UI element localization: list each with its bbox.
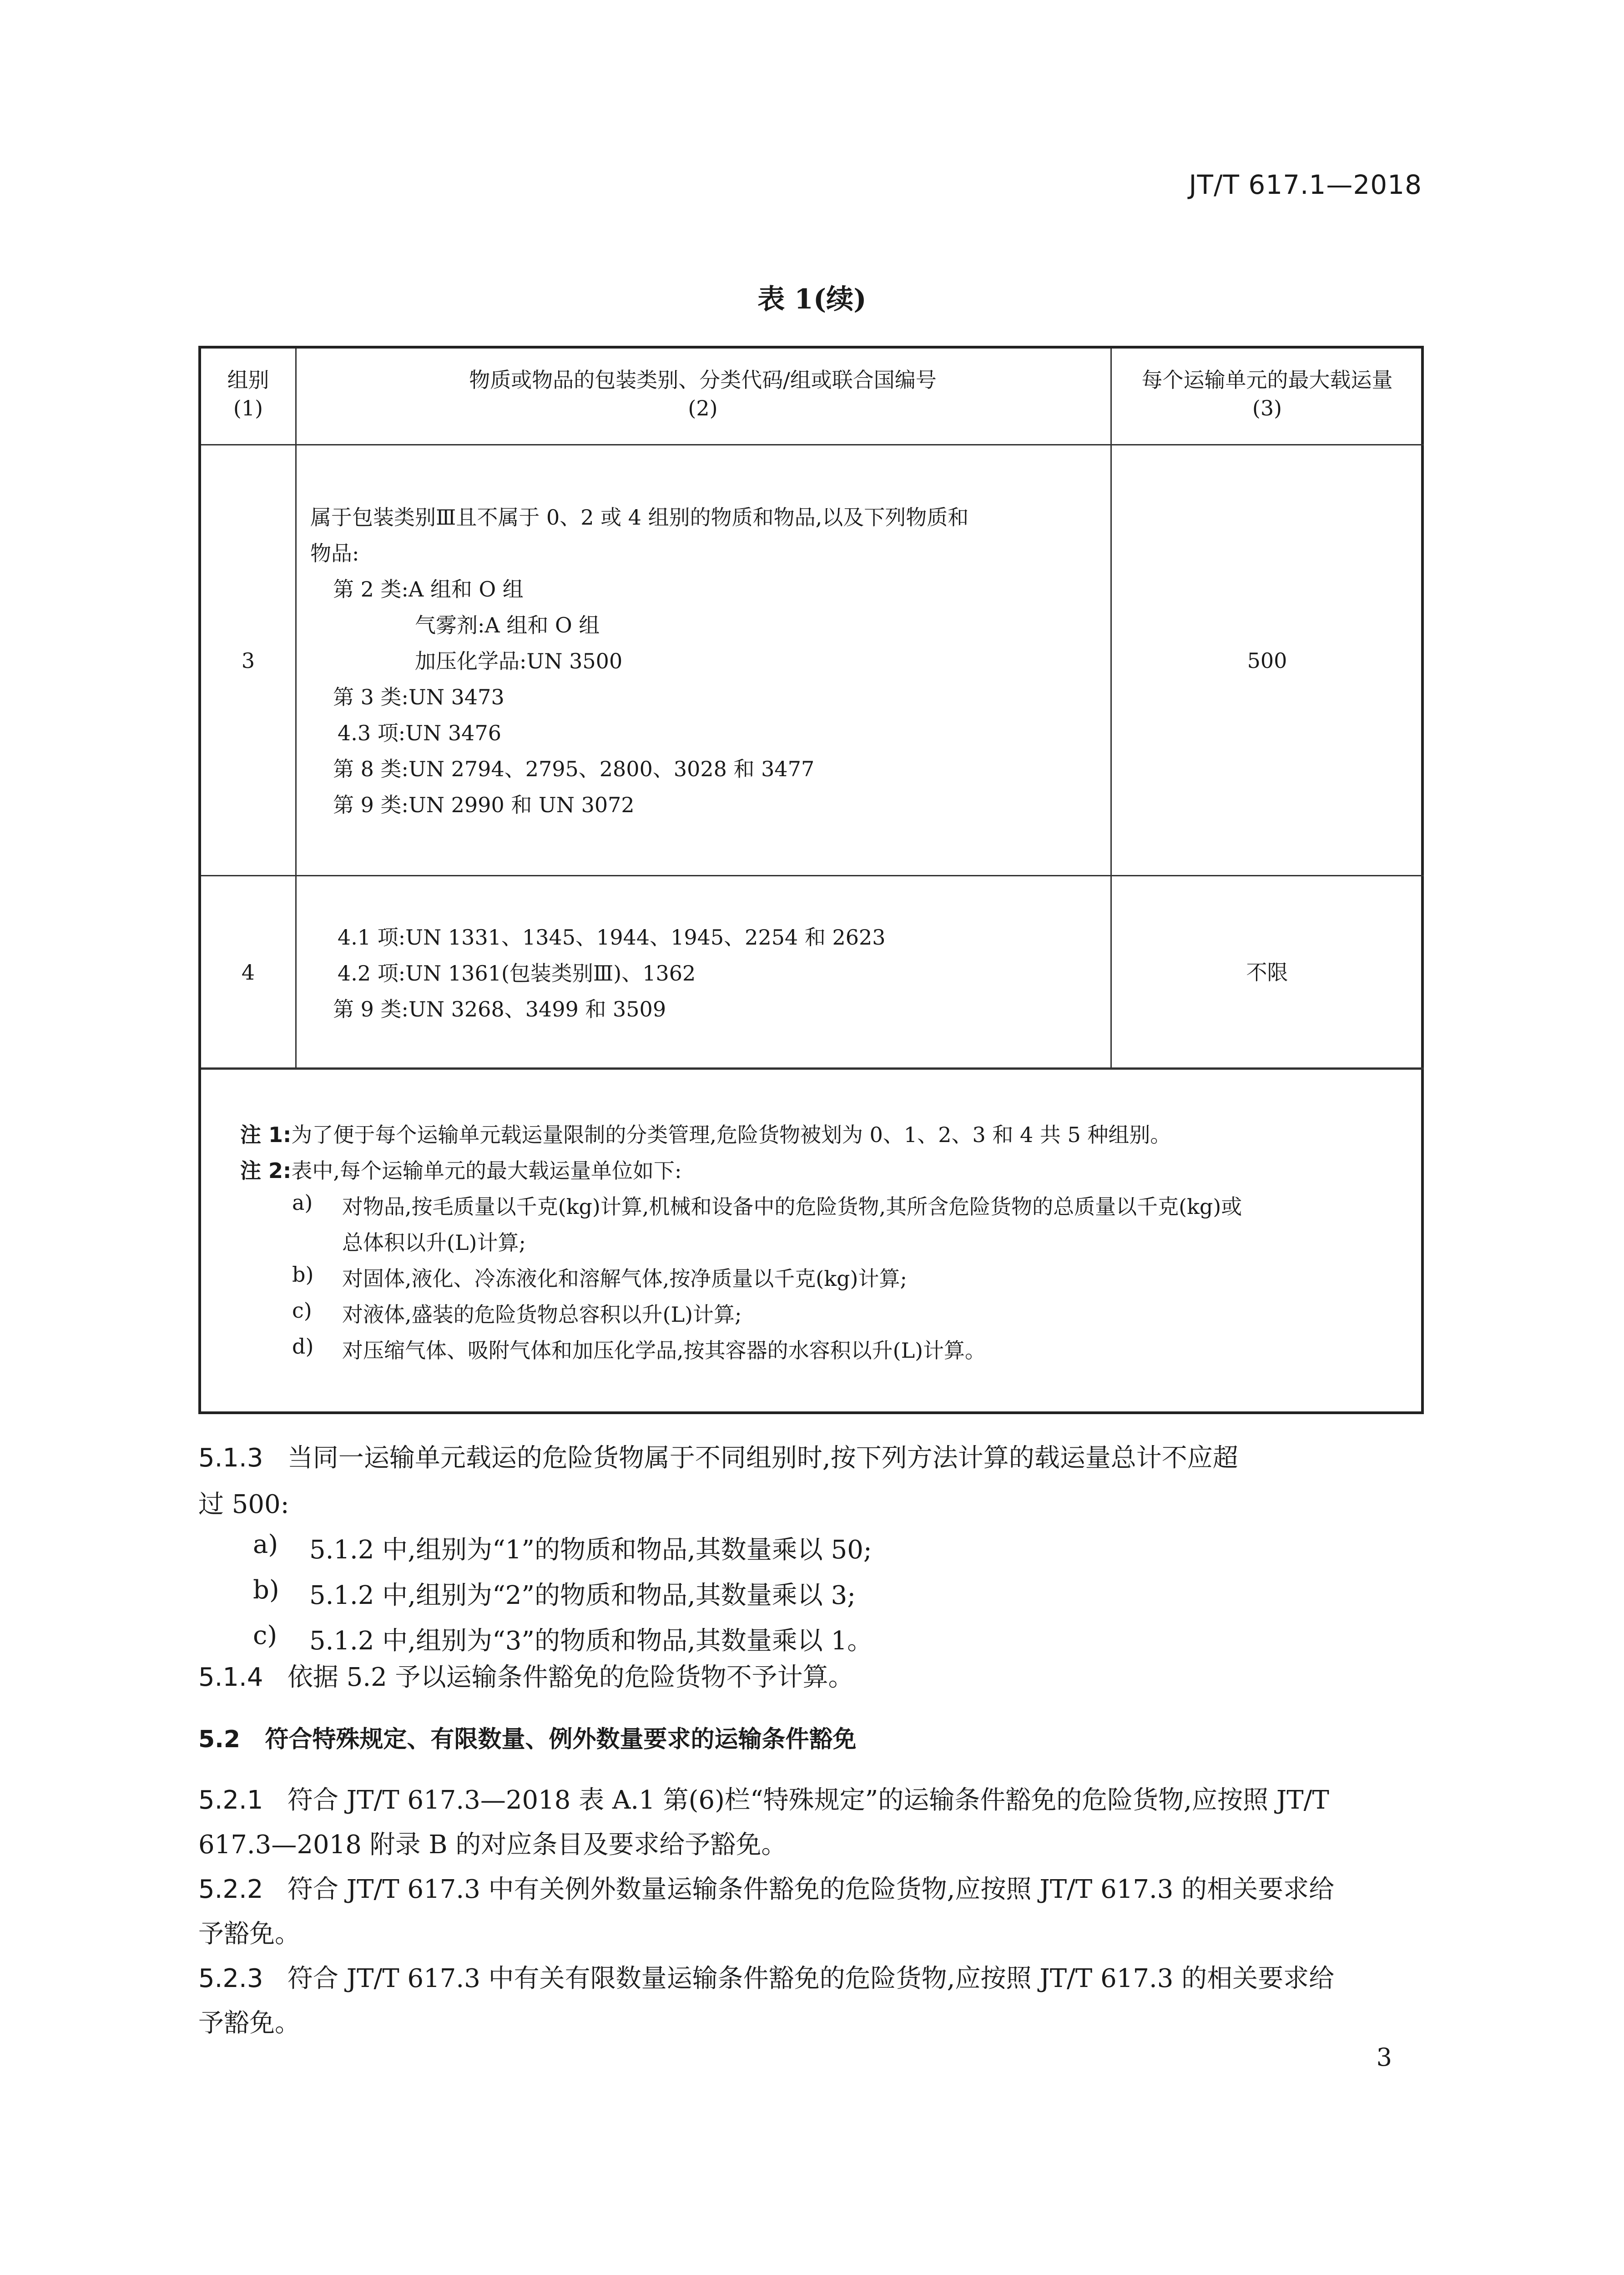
clause-text: 依据 5.2 予以运输条件豁免的危险货物不予计算。 [287,1663,854,1692]
note-1 [240,1118,1171,1148]
header-category [295,366,1110,422]
note-item-continuation: 总体积以升(L)计算; [342,1230,526,1255]
header-max-load [1110,366,1424,422]
row-group-3-line: 气雾剂:A 组和 O 组 [415,613,600,637]
note-text: 表中,每个运输单元的最大载运量单位如下: [291,1158,682,1183]
list-item: 5.1.2 中,组别为“2”的物质和物品,其数量乘以 3; [309,1581,856,1610]
header-max-load-label: 每个运输单元的最大载运量 [1141,368,1393,392]
row-group-4-line: 第 9 类:UN 3268、3499 和 3509 [333,997,666,1021]
column-divider [295,349,297,1068]
header-group-num: (1) [233,396,263,420]
clause-5-2-1 [198,1780,1329,1816]
row-group-3-max: 500 [1247,648,1287,673]
clause-5-2-1-continuation: 617.3—2018 附录 B 的对应条目及要求给予豁免。 [198,1830,787,1860]
clause-text: 符合 JT/T 617.3—2018 表 A.1 第(6)栏“特殊规定”的运输条件豁免的危险货物,应按照 JT/T [287,1785,1329,1815]
row-group-3-group: 3 [241,648,255,673]
clause-text: 当同一运输单元载运的危险货物属于不同组别时,按下列方法计算的载运量总计不应超 [287,1443,1238,1473]
row-divider [201,875,1424,876]
row-group-4-max: 不限 [1246,960,1288,985]
clause-text: 符合 JT/T 617.3 中有关有限数量运输条件豁免的危险货物,应按照 JT/T 617.3 的相关要求给 [287,1964,1335,1993]
clause-5-2-2 [198,1869,1334,1906]
list-marker: c) [253,1621,277,1650]
clause-number: 5.2.2 [198,1875,263,1904]
note-item-marker: d) [292,1334,314,1359]
note-item-marker: b) [292,1262,314,1287]
header-max-load-num: (3) [1252,396,1282,420]
list-item: 5.1.2 中,组别为“3”的物质和物品,其数量乘以 1。 [309,1626,873,1656]
row-group-3-line: 4.3 项:UN 3476 [338,721,501,745]
note-2 [240,1154,682,1184]
header-category-num: (2) [688,396,718,420]
row-group-3-line: 属于包装类别Ⅲ且不属于 0、2 或 4 组别的物质和物品,以及下列物质和 [310,505,969,530]
table-title: 表 1(续) [757,283,867,315]
note-item-marker: a) [292,1190,313,1215]
row-group-4-line: 4.2 项:UN 1361(包装类别Ⅲ)、1362 [338,961,696,986]
dangerous-goods-group-table [198,346,1424,1414]
clause-text: 符合 JT/T 617.3 中有关例外数量运输条件豁免的危险货物,应按照 JT/T 617.3 的相关要求给 [287,1875,1335,1904]
section-number: 5.2 [198,1726,241,1753]
note-label: 注 2: [240,1158,292,1183]
page-number: 3 [1376,2043,1392,2072]
clause-5-1-3 [198,1438,1238,1474]
note-item-text: 对液体,盛装的危险货物总容积以升(L)计算; [342,1302,742,1327]
clause-5-2-3 [198,1958,1334,1995]
clause-number: 5.2.3 [198,1964,263,1993]
list-item: 5.1.2 中,组别为“1”的物质和物品,其数量乘以 50; [309,1535,872,1565]
note-item-text: 对压缩气体、吸附气体和加压化学品,按其容器的水容积以升(L)计算。 [342,1338,986,1363]
row-group-3-line: 第 8 类:UN 2794、2795、2800、3028 和 3477 [333,757,815,781]
header-group [201,366,295,422]
document-code: JT/T 617.1—2018 [1189,169,1422,200]
note-item-marker: c) [292,1298,312,1323]
row-group-3-line: 第 3 类:UN 3473 [333,685,504,709]
row-group-4-group: 4 [241,960,255,985]
clause-5-1-3-continuation: 过 500: [198,1490,289,1519]
section-title: 符合特殊规定、有限数量、例外数量要求的运输条件豁免 [265,1726,857,1753]
clause-5-1-4 [198,1657,854,1694]
row-group-4-line: 4.1 项:UN 1331、1345、1944、1945、2254 和 2623 [338,925,886,950]
list-marker: a) [253,1530,278,1559]
note-item-text: 对物品,按毛质量以千克(kg)计算,机械和设备中的危险货物,其所含危险货物的总质量以千克(kg)或 [342,1194,1242,1219]
header-group-label: 组别 [227,368,269,392]
clause-number: 5.2.1 [198,1785,263,1815]
notes-divider [201,1067,1424,1070]
row-group-3-line: 第 2 类:A 组和 O 组 [333,577,524,602]
row-group-3-line: 第 9 类:UN 2990 和 UN 3072 [333,793,635,817]
clause-number: 5.1.3 [198,1443,263,1473]
note-label: 注 1: [240,1122,292,1147]
header-category-label: 物质或物品的包装类别、分类代码/组或联合国编号 [469,368,937,392]
note-text: 为了便于每个运输单元载运量限制的分类管理,危险货物被划为 0、1、2、3 和 4 共 5 种组别。 [291,1122,1171,1147]
clause-5-2-3-continuation: 予豁免。 [198,2008,300,2038]
row-group-3-line: 物品: [310,541,359,566]
clause-5-2-2-continuation: 予豁免。 [198,1919,300,1949]
row-group-3-line: 加压化学品:UN 3500 [415,649,623,673]
list-marker: b) [253,1575,279,1605]
header-divider [201,444,1424,445]
clause-number: 5.1.4 [198,1663,263,1692]
note-item-text: 对固体,液化、冷冻液化和溶解气体,按净质量以千克(kg)计算; [342,1266,907,1291]
section-5-2-heading [198,1720,856,1754]
